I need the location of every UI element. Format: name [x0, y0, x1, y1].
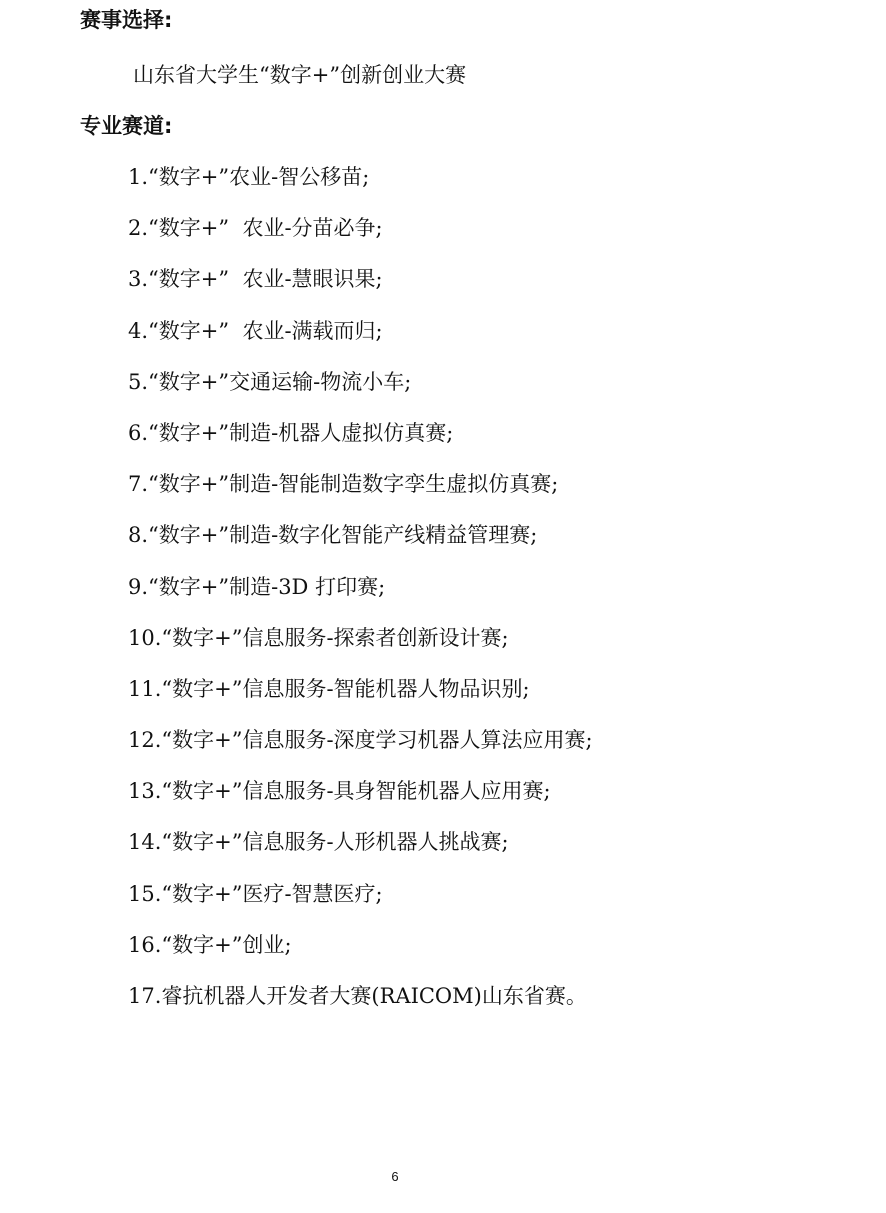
track-item: 4.“数字+” 农业-满载而归; [128, 318, 383, 343]
track-item: 15.“数字+”医疗-智慧医疗; [128, 881, 383, 906]
track-item: 9.“数字+”制造-3D 打印赛; [128, 574, 386, 599]
track-item: 13.“数字+”信息服务-具身智能机器人应用赛; [128, 779, 551, 804]
track-item: 1.“数字+”农业-智公移苗; [128, 165, 370, 189]
track-item: 7.“数字+”制造-智能制造数字孪生虚拟仿真赛; [128, 472, 559, 497]
track-item: 11.“数字+”信息服务-智能机器人物品识别; [128, 676, 530, 701]
competition-name: 山东省大学生“数字+”创新创业大赛 [133, 63, 467, 87]
track-item: 3.“数字+” 农业-慧眼识果; [128, 267, 383, 292]
track-item: 17.睿抗机器人开发者大赛(RAICOM)山东省赛。 [128, 984, 587, 1008]
track-item: 16.“数字+”创业; [128, 932, 292, 957]
track-item: 10.“数字+”信息服务-探索者创新设计赛; [128, 625, 509, 650]
competition-selection-heading: 赛事选择: [80, 8, 173, 32]
track-item: 14.“数字+”信息服务-人形机器人挑战赛; [128, 830, 509, 855]
page-number: 6 [391, 1169, 399, 1184]
track-item: 2.“数字+” 农业-分苗必争; [128, 216, 383, 241]
track-list [128, 163, 593, 1033]
track-item: 5.“数字+”交通运输-物流小车; [128, 369, 412, 394]
track-item: 8.“数字+”制造-数字化智能产线精益管理赛; [128, 523, 538, 548]
track-item: 12.“数字+”信息服务-深度学习机器人算法应用赛; [128, 728, 593, 753]
track-item: 6.“数字+”制造-机器人虚拟仿真赛; [128, 420, 454, 445]
professional-tracks-heading: 专业赛道: [80, 114, 173, 138]
